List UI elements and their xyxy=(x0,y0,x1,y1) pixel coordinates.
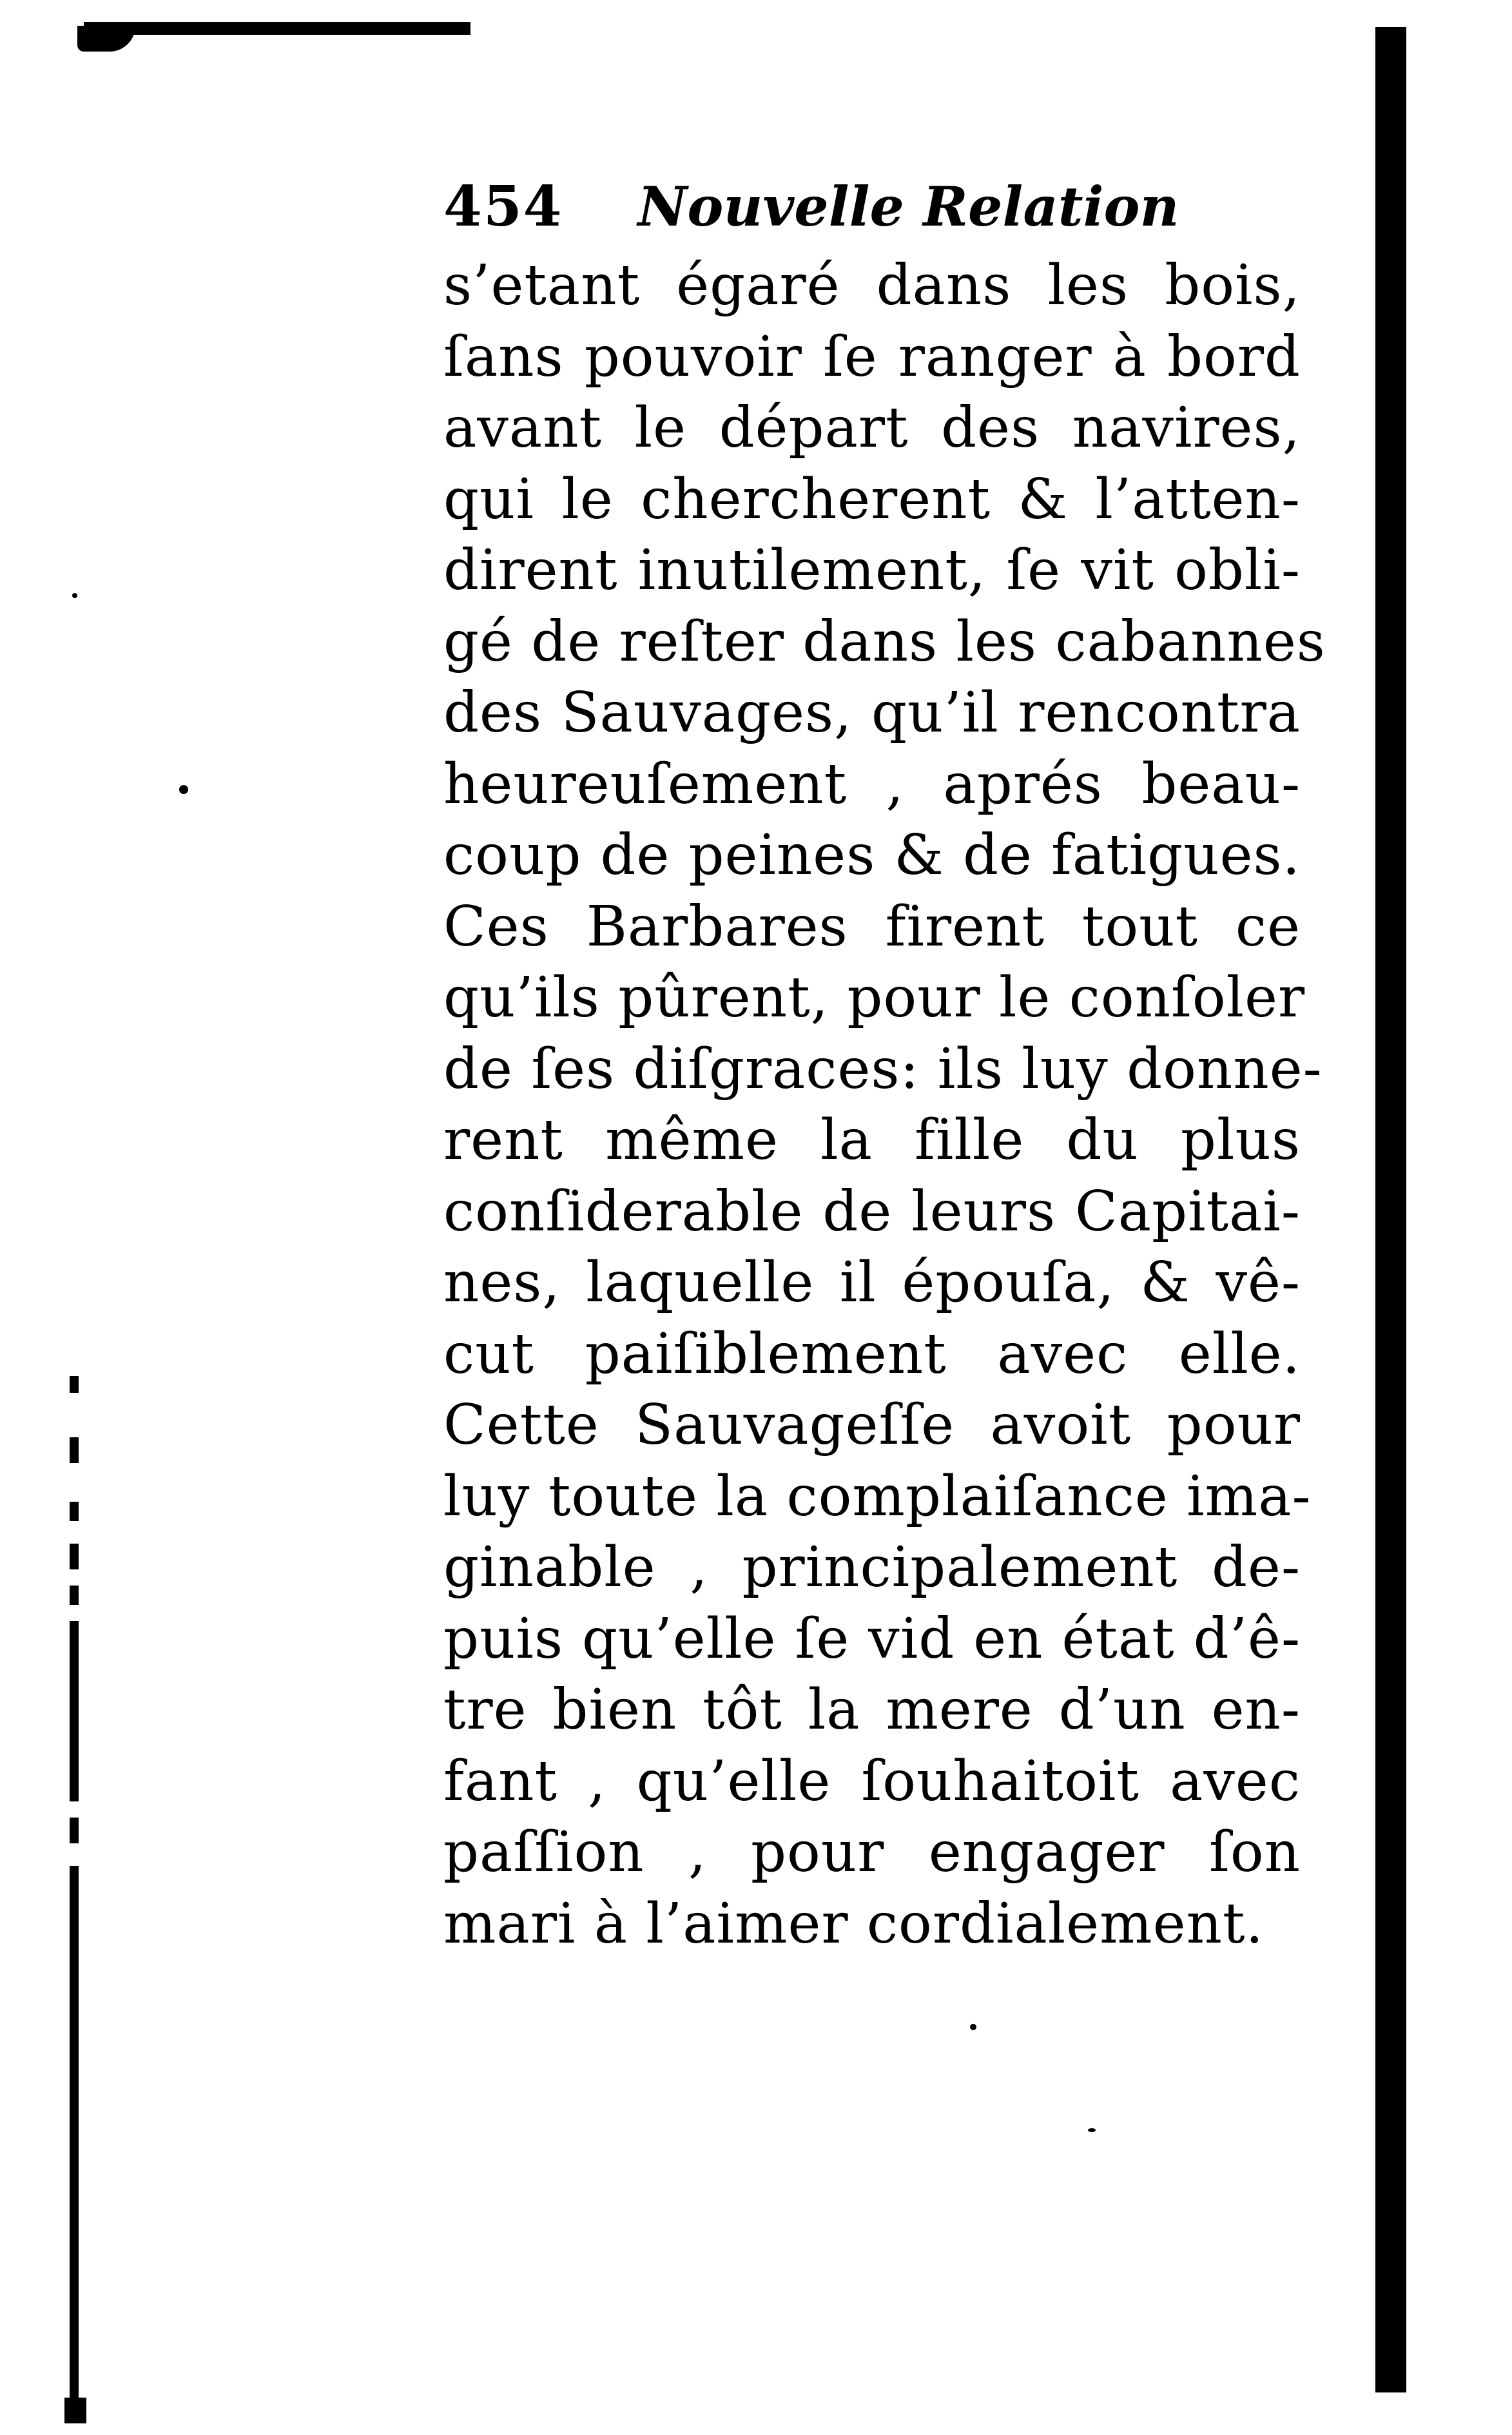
text-line: qu’ils pûrent, pour le conſoler xyxy=(443,965,1306,1030)
text-line: gé de reſter dans les cabannes xyxy=(443,609,1326,674)
text-line: mari à l’aimer cordialement. xyxy=(443,1891,1264,1956)
top-border-rule xyxy=(84,22,470,35)
page-text-block xyxy=(443,174,1326,1959)
text-line: avant le départ des navires, xyxy=(443,396,1301,460)
gutter-mark xyxy=(70,1544,79,1569)
gutter-mark xyxy=(70,1621,79,1801)
gutter-mark xyxy=(64,2398,86,2423)
gutter-mark xyxy=(70,1818,79,1843)
text-line: conſiderable de leurs Capitai- xyxy=(443,1179,1301,1244)
text-line: ginable , principalement de- xyxy=(443,1535,1301,1600)
page-number: 454 xyxy=(443,174,563,239)
text-line: tre bien tôt la mere d’un en- xyxy=(443,1678,1301,1742)
gutter-mark xyxy=(70,1376,79,1393)
running-head xyxy=(443,174,1301,250)
text-line: cut paiſiblement avec elle. xyxy=(443,1321,1301,1386)
text-line: ſans pouvoir ſe ranger à bord xyxy=(443,324,1301,389)
running-title: Nouvelle Relation xyxy=(637,175,1179,238)
text-line: rent même la fille du plus xyxy=(443,1108,1301,1172)
text-line: dirent inutilement, ſe vit obli- xyxy=(443,538,1301,603)
text-line: nes, laquelle il épouſa, & vê- xyxy=(443,1250,1301,1315)
gutter-mark xyxy=(70,1437,79,1463)
top-border-ink-blot xyxy=(77,26,135,52)
text-line: qui le chercherent & l’atten- xyxy=(443,467,1301,532)
ink-speck xyxy=(72,593,77,598)
right-border-rule xyxy=(1375,27,1406,2392)
text-line: coup de peines & de fatigues. xyxy=(443,823,1301,888)
text-line: heureuſement , aprés beau- xyxy=(443,752,1301,817)
text-line: s’etant égaré dans les bois, xyxy=(443,253,1301,318)
gutter-mark xyxy=(70,1866,79,2407)
text-line: puis qu’elle ſe vid en état d’ê- xyxy=(443,1606,1301,1671)
text-line: Cette Sauvageſſe avoit pour xyxy=(443,1393,1301,1457)
gutter-mark xyxy=(70,1586,79,1605)
text-line: fant , qu’elle ſouhaitoit avec xyxy=(443,1749,1301,1814)
text-line: des Sauvages, qu’il rencontra xyxy=(443,681,1301,745)
ink-speck xyxy=(1088,2128,1096,2132)
ink-speck xyxy=(179,785,188,794)
text-line: de ſes diſgraces: ils luy donne- xyxy=(443,1036,1323,1101)
text-line: Ces Barbares firent tout ce xyxy=(443,894,1301,959)
gutter-mark xyxy=(70,1502,79,1521)
ink-speck xyxy=(970,2024,976,2030)
text-line: luy toute la complaiſance ima- xyxy=(443,1464,1312,1529)
text-line: paſſion , pour engager ſon xyxy=(443,1820,1301,1885)
